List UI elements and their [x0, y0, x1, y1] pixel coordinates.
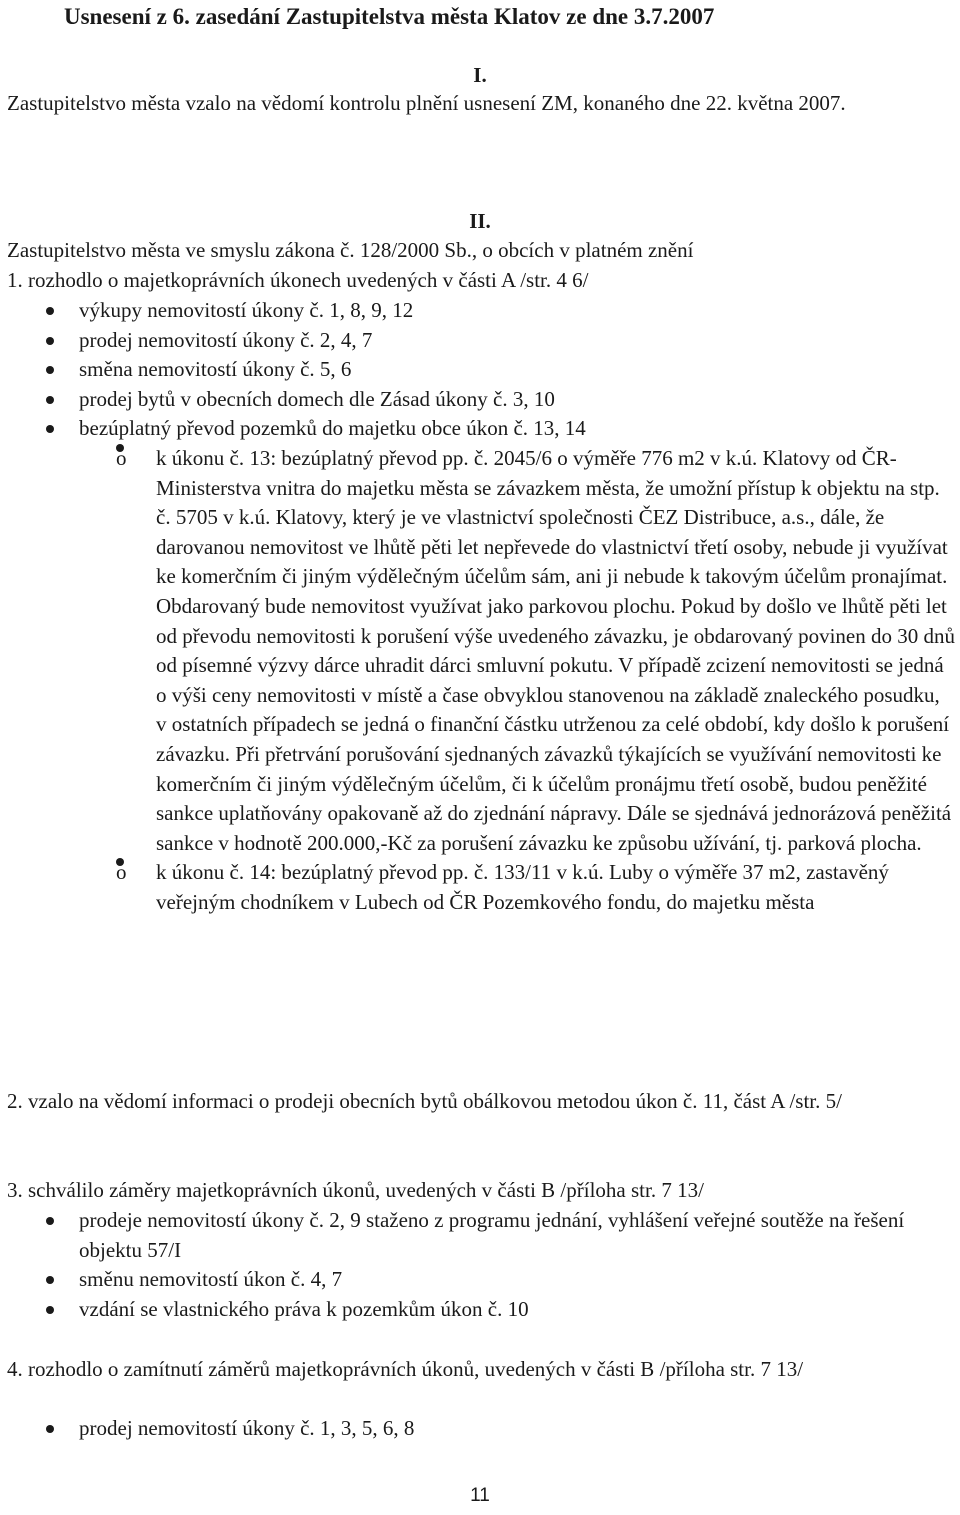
section-2-item-4-heading: 4. rozhodlo o zamítnutí záměrů majetkoprávních úkonů, uvedených v části B /příloha str. 7 13/: [7, 1357, 804, 1381]
list-item: prodej nemovitostí úkony č. 2, 4, 7: [0, 326, 960, 356]
item-4-bullet-list: [0, 1414, 960, 1444]
section-2-item-3-heading: 3. schválilo záměry majetkoprávních úkonů, uvedených v části B /příloha str. 7 13/: [7, 1178, 704, 1202]
section-2-item-1-heading: 1. rozhodlo o majetkoprávních úkonech uvedených v části A /str. 4 6/: [7, 268, 589, 292]
section-2-item-2: 2. vzalo na vědomí informaci o prodeji obecních bytů obálkovou metodou úkon č. 11, část A /str. 5/: [7, 1089, 842, 1113]
item-1-bullet-list: [0, 296, 960, 444]
list-item: vzdání se vlastnického práva k pozemkům úkon č. 10: [0, 1295, 960, 1325]
list-item: směnu nemovitostí úkon č. 4, 7: [0, 1265, 960, 1295]
list-item: prodeje nemovitostí úkony č. 2, 9 staženo z programu jednání, vyhlášení veřejné soutěže na řešení objektu 57/I: [0, 1206, 960, 1265]
page-number: 11: [470, 1485, 490, 1506]
list-item: výkupy nemovitostí úkony č. 1, 8, 9, 12: [0, 296, 960, 326]
list-item: prodej bytů v obecních domech dle Zásad úkony č. 3, 10: [0, 385, 960, 415]
sub-list-item-14: o k úkonu č. 14: bezúplatný převod pp. č. 133/11 v k.ú. Luby o výměře 37 m2, zastavěný veřejným chodníkem v Lubech od ČR Pozemkového fondu, do majetku města: [79, 858, 959, 917]
item-3-bullet-list: [0, 1206, 960, 1324]
section-1-number: I.: [473, 63, 487, 87]
document-title: Usnesení z 6. zasedání Zastupitelstva města Klatov ze dne 3.7.2007: [64, 4, 715, 29]
section-2-intro: Zastupitelstvo města ve smyslu zákona č. 128/2000 Sb., o obcích v platném znění: [7, 238, 694, 262]
section-1-text: Zastupitelstvo města vzalo na vědomí kontrolu plnění usnesení ZM, konaného dne 22. května 2007.: [7, 91, 846, 115]
list-item: bezúplatný převod pozemků do majetku obce úkon č. 13, 14: [0, 414, 960, 444]
section-2-number: II.: [469, 209, 491, 233]
sub-list-item-13: o k úkonu č. 13: bezúplatný převod pp. č. 2045/6 o výměře 776 m2 v k.ú. Klatovy od ČR- Ministerstva vnitra do majetku města se závazkem města, že umožní přístup k objektu na stp. č. 5705 v k.ú. Klatovy, který je ve vlastnictví společnosti ČEZ Distribuce, a.s., dále, že darovanou nemovitost ve lhůtě pěti let nepřevede do vlastnictví třetí osoby, nebude ji využívat ke komerčním či jiným výdělečným účelům sám, ani ji nebude k takovým účelům pronajímat. Obdarovaný bude nemovitost využívat jako parkovou plochu. Pokud by došlo ve lhůtě pěti let od převodu nemovitosti k porušení výše uvedeného závazku, je obdarovaný povinen do 30 dnů od písemné výzvy dárce uhradit dárci smluvní pokutu. V případě zcizení nemovitosti se jedná o výši ceny nemovitosti v místě a čase obvyklou stanovenou na základě znaleckého posudku, v ostatních případech se jedná o finanční částku utrženou za celé období, kdy došlo k porušení závazku. Při přetrvání porušování sjednaných závazků týkajících se využívání nemovitosti ke komerčním či jiným výdělečným účelům, či k účelům pronájmu třetí osobě, budou peněžité sankce uplatňovány opakovaně až do zjednání nápravy. Dále se sjednává jednorázová peněžitá sankce v hodnotě 200.000,-Kč za porušení závazku ke způsobu užívání, tj. parková plocha.: [79, 444, 959, 858]
item-1-sub-list: [79, 444, 959, 918]
list-item: prodej nemovitostí úkony č. 1, 3, 5, 6, 8: [0, 1414, 960, 1444]
list-item: směna nemovitostí úkony č. 5, 6: [0, 355, 960, 385]
